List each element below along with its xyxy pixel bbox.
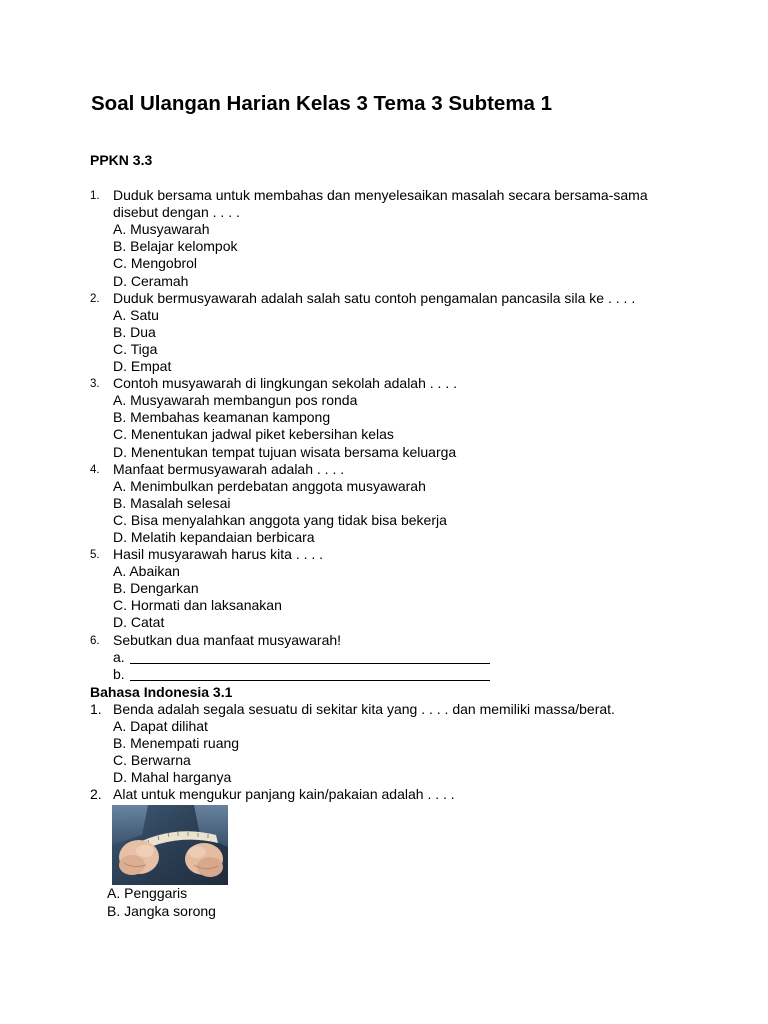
question-number: 3. bbox=[90, 378, 100, 391]
question-text: Duduk bermusyawarah adalah salah satu contoh pengamalan pancasila sila ke . . . . bbox=[113, 289, 636, 306]
question-text: Contoh musyawarah di lingkungan sekolah adalah . . . . bbox=[113, 375, 457, 392]
answer-underline bbox=[130, 663, 490, 664]
option-c: C. Berwarna bbox=[113, 752, 191, 769]
option-d: D. Empat bbox=[113, 358, 172, 375]
option-b: B. Menempati ruang bbox=[113, 735, 240, 752]
question-line bbox=[90, 632, 740, 649]
section-ppkn bbox=[90, 152, 740, 683]
option-d: D. Ceramah bbox=[113, 272, 189, 289]
question-number: 2. bbox=[90, 292, 100, 305]
section-heading: PPKN 3.3 bbox=[90, 152, 153, 168]
option-d: D. Mahal harganya bbox=[113, 769, 232, 786]
answer-blank-a bbox=[90, 649, 740, 666]
option-c: C. Tiga bbox=[113, 340, 158, 357]
question-text: Sebutkan dua manfaat musyawarah! bbox=[113, 631, 342, 648]
option-a: A. Musyawarah membangun pos ronda bbox=[113, 392, 358, 409]
option-c: C. Mengobrol bbox=[113, 255, 198, 272]
question-2 bbox=[90, 290, 740, 375]
question-1 bbox=[90, 187, 740, 290]
answer-blank-b bbox=[90, 666, 740, 683]
blank-label: a. bbox=[113, 648, 125, 665]
question-5 bbox=[90, 546, 740, 631]
option-a: A. Menimbulkan perdebatan anggota musyawarah bbox=[113, 477, 426, 494]
answer-underline bbox=[130, 680, 490, 681]
document-content bbox=[90, 152, 740, 920]
question-4 bbox=[90, 461, 740, 546]
question-number: 1. bbox=[90, 700, 102, 717]
measuring-tape-photo bbox=[112, 805, 228, 885]
option-a: A. Dapat dilihat bbox=[113, 718, 208, 734]
option-a: A. Abaikan bbox=[113, 563, 180, 580]
question-text: Hasil musyarawah harus kita . . . . bbox=[113, 546, 324, 563]
question-text: Manfaat bermusyawarah adalah . . . . bbox=[113, 460, 345, 477]
option-b: B. Dengarkan bbox=[113, 580, 199, 597]
question-number: 2. bbox=[90, 786, 102, 803]
option-d: D. Catat bbox=[113, 614, 165, 631]
question-text: Benda adalah segala sesuatu di sekitar kita yang . . . . dan memiliki massa/berat. bbox=[113, 700, 615, 717]
option-c: C. Bisa menyalahkan anggota yang tidak bisa bekerja bbox=[113, 511, 447, 528]
option-b: B. Jangka sorong bbox=[107, 902, 216, 919]
option-a: A. Musyawarah bbox=[113, 221, 210, 238]
question-text: Alat untuk mengukur panjang kain/pakaian adalah . . . . bbox=[113, 786, 455, 803]
option-b: B. Dua bbox=[113, 323, 156, 340]
question-number: 5. bbox=[90, 549, 100, 562]
option-d: D. Melatih kepandaian berbicara bbox=[113, 528, 315, 545]
question-1 bbox=[90, 701, 740, 786]
question-line bbox=[90, 786, 740, 803]
option-a: A. Penggaris bbox=[107, 885, 188, 902]
question-line bbox=[90, 546, 740, 563]
page-title: Soal Ulangan Harian Kelas 3 Tema 3 Subtema 1 bbox=[91, 92, 553, 115]
question-line bbox=[90, 461, 740, 478]
section-bahasa-indonesia bbox=[90, 683, 740, 920]
option-b: B. Membahas keamanan kampong bbox=[113, 409, 331, 426]
option-d: D. Menentukan tempat tujuan wisata bersama keluarga bbox=[113, 443, 457, 460]
question-6 bbox=[90, 632, 740, 683]
option-b: B. Belajar kelompok bbox=[113, 238, 238, 255]
question-line bbox=[90, 701, 740, 718]
option-b: B. Masalah selesai bbox=[113, 494, 231, 511]
question-text: Duduk bersama untuk membahas dan menyelesaikan masalah secara bersama-sama bbox=[113, 187, 648, 204]
question-line bbox=[90, 187, 740, 204]
blank-label: b. bbox=[113, 665, 125, 682]
question-number: 4. bbox=[90, 463, 100, 476]
question-3 bbox=[90, 375, 740, 460]
question-2 bbox=[90, 786, 740, 919]
option-c: C. Hormati dan laksanakan bbox=[113, 597, 282, 614]
option-c: C. Menentukan jadwal piket kebersihan kelas bbox=[113, 426, 394, 443]
question-number: 6. bbox=[90, 634, 100, 647]
question-line bbox=[90, 375, 740, 392]
section-heading: Bahasa Indonesia 3.1 bbox=[90, 683, 233, 700]
question-text-continued: disebut dengan . . . . bbox=[113, 204, 240, 221]
question-number: 1. bbox=[90, 190, 100, 203]
question-line bbox=[90, 290, 740, 307]
option-a: A. Satu bbox=[113, 306, 159, 323]
